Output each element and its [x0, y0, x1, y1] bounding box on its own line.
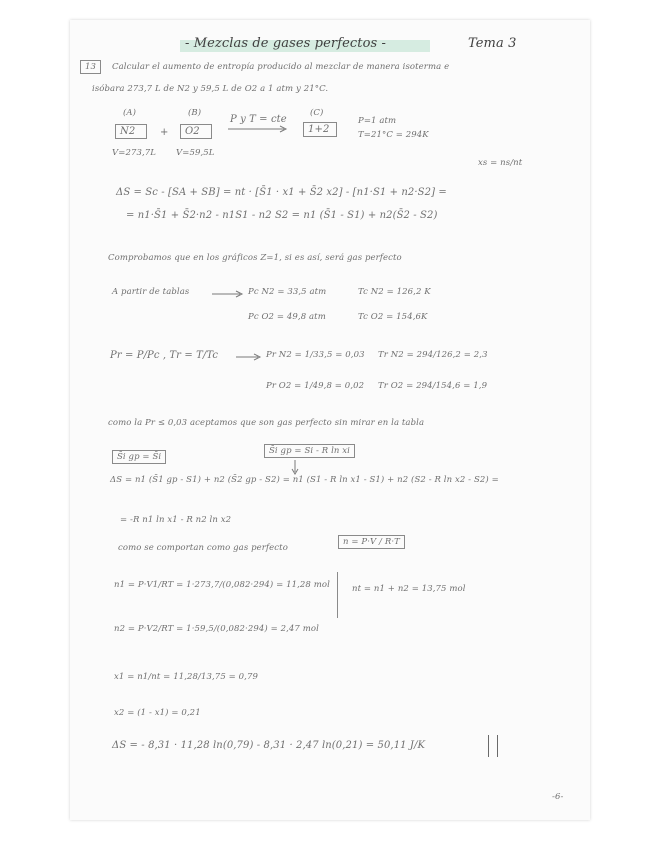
down-arrow-icon — [290, 460, 300, 476]
entropy-equation-1: ΔS = Sc - [SA + SB] = nt · [S̄1 · x1 + S̄2 x2] - [n1·S1 + n2·S2] = — [116, 187, 447, 198]
ideal-entropy-relation: S̄i gp = Si - R ln xi — [264, 444, 355, 458]
reduced-temperature-n2: Tr N2 = 294/126,2 = 2,3 — [378, 350, 488, 360]
reduced-pressure-o2: Pr O2 = 1/49,8 = 0,02 — [266, 381, 365, 391]
molar-fraction-note: xs = ns/nt — [478, 158, 523, 168]
diagram-a-volume: V=273,7L — [112, 148, 157, 158]
critical-pressure-o2: Pc O2 = 49,8 atm — [248, 312, 326, 322]
process-arrow-icon — [228, 124, 290, 134]
check-intro: Comprobamos que en los gráficos Z=1, si es así, será gas perfecto — [108, 253, 402, 263]
problem-statement-line1: Calcular el aumento de entropía producido al mezclar de manera isoterma e — [112, 62, 450, 72]
topic-label: Tema 3 — [468, 36, 517, 51]
diagram-process: P y T = cte — [230, 114, 287, 125]
moles-n1: n1 = P·V1/RT = 1·273,7/(0,082·294) = 11,28 mol — [114, 580, 330, 590]
reduced-definitions: Pr = P/Pc , Tr = T/Tc — [110, 350, 219, 361]
diagram-a-gas: N2 — [115, 124, 147, 139]
critical-temperature-n2: Tc N2 = 126,2 K — [358, 287, 431, 297]
ideal-gas-conclusion: como la Pr ≤ 0,03 aceptamos que son gas perfecto sin mirar en la tabla — [108, 418, 425, 428]
moles-total: nt = n1 + n2 = 13,75 mol — [352, 584, 466, 594]
entropy-equation-2: = n1·S̄1 + S̄2·n2 - n1S1 - n2 S2 = n1 (S̄1 - S1) + n2(S̄2 - S2) — [126, 210, 438, 221]
diagram-plus: + — [160, 127, 169, 138]
brace-divider — [337, 572, 342, 618]
page-number: -6- — [552, 792, 564, 802]
condition-pressure: P=1 atm — [358, 116, 397, 126]
page-title: - Mezclas de gases perfectos - — [185, 36, 387, 51]
entropy-equation-4: = -R n1 ln x1 - R n2 ln x2 — [120, 515, 232, 525]
condition-temperature: T=21°C = 294K — [358, 130, 429, 140]
tables-arrow-icon — [212, 289, 246, 299]
reduced-pressure-n2: Pr N2 = 1/33,5 = 0,03 — [266, 350, 365, 360]
diagram-b-volume: V=59,5L — [176, 148, 215, 158]
ideal-behaviour-note: como se comportan como gas perfecto — [118, 543, 288, 553]
tables-label: A partir de tablas — [112, 287, 190, 297]
diagram-c-label: (C) — [310, 108, 324, 118]
ideal-gas-law: n = P·V / R·T — [338, 535, 405, 549]
critical-temperature-o2: Tc O2 = 154,6K — [358, 312, 428, 322]
entropy-equation-3: ΔS = n1 (S̄1 gp - S1) + n2 (S̄2 gp - S2) = n1 (S1 - R ln x1 - S1) + n2 (S2 - R ln x2 - S2) = — [110, 475, 499, 485]
diagram-b-gas: O2 — [180, 124, 212, 139]
problem-number: 13 — [80, 60, 101, 74]
critical-pressure-n2: Pc N2 = 33,5 atm — [248, 287, 327, 297]
fraction-x1: x1 = n1/nt = 11,28/13,75 = 0,79 — [114, 672, 258, 682]
result-double-bar — [488, 735, 498, 757]
diagram-a-label: (A) — [123, 108, 137, 118]
diagram-b-label: (B) — [188, 108, 202, 118]
ideal-entropy-identity: S̄i gp = S̄i — [112, 450, 166, 464]
diagram-c-gas: 1+2 — [303, 122, 337, 137]
problem-statement-line2: isóbara 273,7 L de N2 y 59,5 L de O2 a 1 atm y 21°C. — [92, 84, 329, 94]
fraction-x2: x2 = (1 - x1) = 0,21 — [114, 708, 201, 718]
moles-n2: n2 = P·V2/RT = 1·59,5/(0,082·294) = 2,47 mol — [114, 624, 319, 634]
final-entropy-result: ΔS = - 8,31 · 11,28 ln(0,79) - 8,31 · 2,47 ln(0,21) = 50,11 J/K — [112, 740, 426, 751]
reduced-arrow-icon — [236, 352, 264, 362]
reduced-temperature-o2: Tr O2 = 294/154,6 = 1,9 — [378, 381, 488, 391]
